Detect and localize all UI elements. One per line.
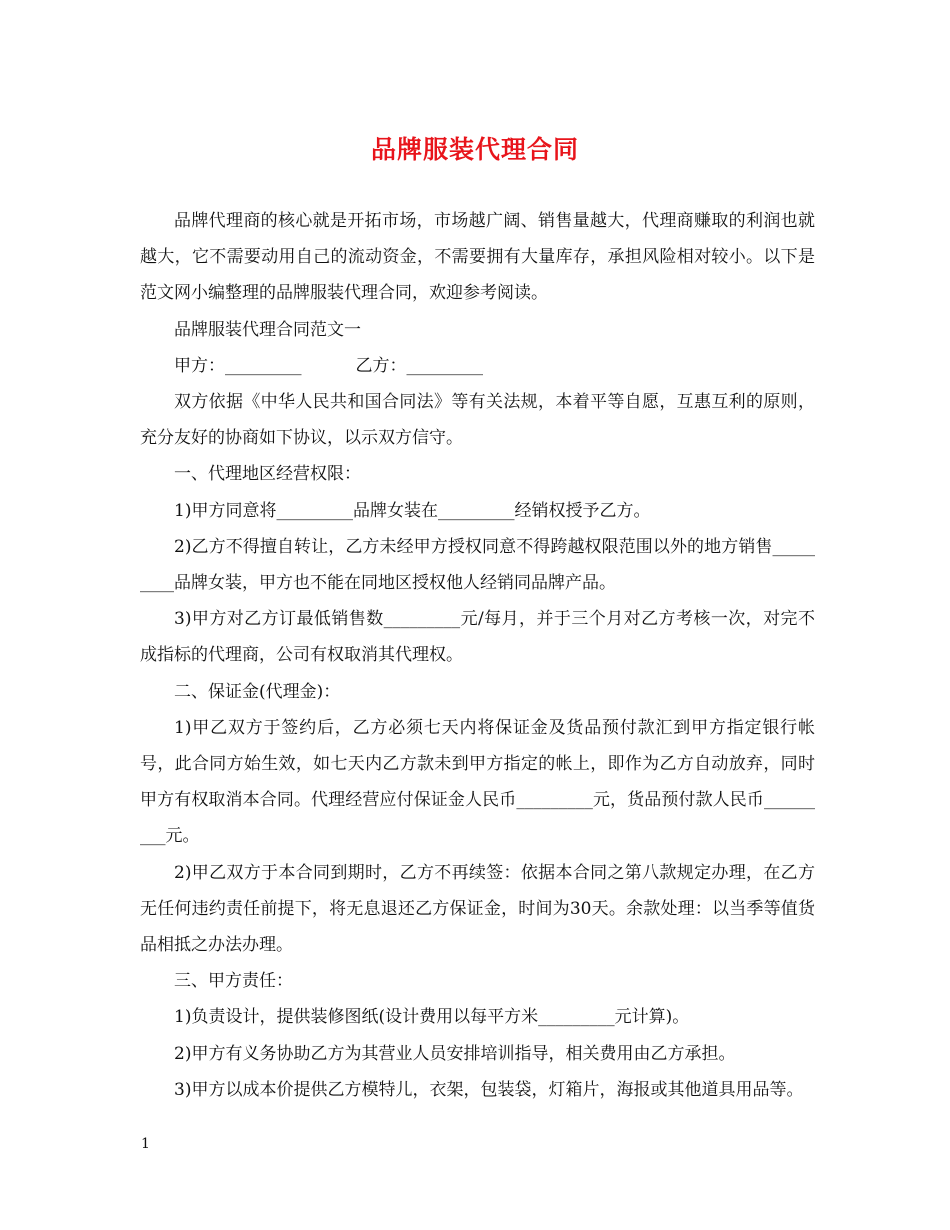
section-heading-3: 三、甲方责任：: [174, 971, 293, 992]
clause-1-1: 1)甲方同意将_________品牌女装在_________经销权授予乙方。: [174, 500, 651, 521]
paragraph-sample-heading: 品牌服装代理合同范文一: [174, 319, 361, 340]
paragraph-parties: 甲方：_________ 乙方：_________: [174, 355, 484, 376]
section-heading-2: 二、保证金(代理金)：: [174, 681, 341, 702]
clause-1-2: 2)乙方不得擅自转让，乙方未经甲方授权同意不得跨越权限范围以外的地方销售_________品牌女装，甲方也不能在同地区授权他人经销同品牌产品。: [140, 536, 815, 594]
clause-2-1: 1)甲乙双方于签约后，乙方必须七天内将保证金及货品预付款汇到甲方指定银行帐号，此合同方始生效，如七天内乙方款未到甲方指定的帐上，即作为乙方自动放弃，同时甲方有权取消本合同。代理经营应付保证金人民币_________元，货品预付款人民币_________元。: [140, 717, 815, 847]
clause-3-1: 1)负责设计，提供装修图纸(设计费用以每平方米_________元计算)。: [174, 1007, 690, 1028]
page-number: 1: [141, 1136, 150, 1152]
paragraph-intro: 品牌代理商的核心就是开拓市场，市场越广阔、销售量越大，代理商赚取的利润也就越大，它不需要动用自己的流动资金，不需要拥有大量库存，承担风险相对较小。以下是范文网小编整理的品牌服装代理合同，欢迎参考阅读。: [140, 211, 815, 304]
clause-3-2: 2)甲方有义务协助乙方为其营业人员安排培训指导，相关费用由乙方承担。: [174, 1043, 736, 1064]
section-heading-1: 一、代理地区经营权限：: [174, 464, 361, 485]
clause-1-3: 3)甲方对乙方订最低销售数_________元/每月，并于三个月对乙方考核一次，对完不成指标的代理商，公司有权取消其代理权。: [140, 609, 815, 666]
clause-2-2: 2)甲乙双方于本合同到期时，乙方不再续签：依据本合同之第八款规定办理，在乙方无任何违约责任前提下，将无息退还乙方保证金，时间为30天。余款处理：以当季等值货品相抵之办法办理。: [140, 862, 815, 956]
paragraph-preamble: 双方依据《中华人民共和国合同法》等有关法规，本着平等自愿，互惠互利的原则，充分友好的协商如下协议，以示双方信守。: [140, 392, 815, 449]
document-title: 品牌服装代理合同: [370, 135, 579, 164]
document-body: [140, 203, 815, 1108]
clause-3-3: 3)甲方以成本价提供乙方模特儿，衣架，包装袋，灯箱片，海报或其他道具用品等。: [174, 1079, 804, 1100]
